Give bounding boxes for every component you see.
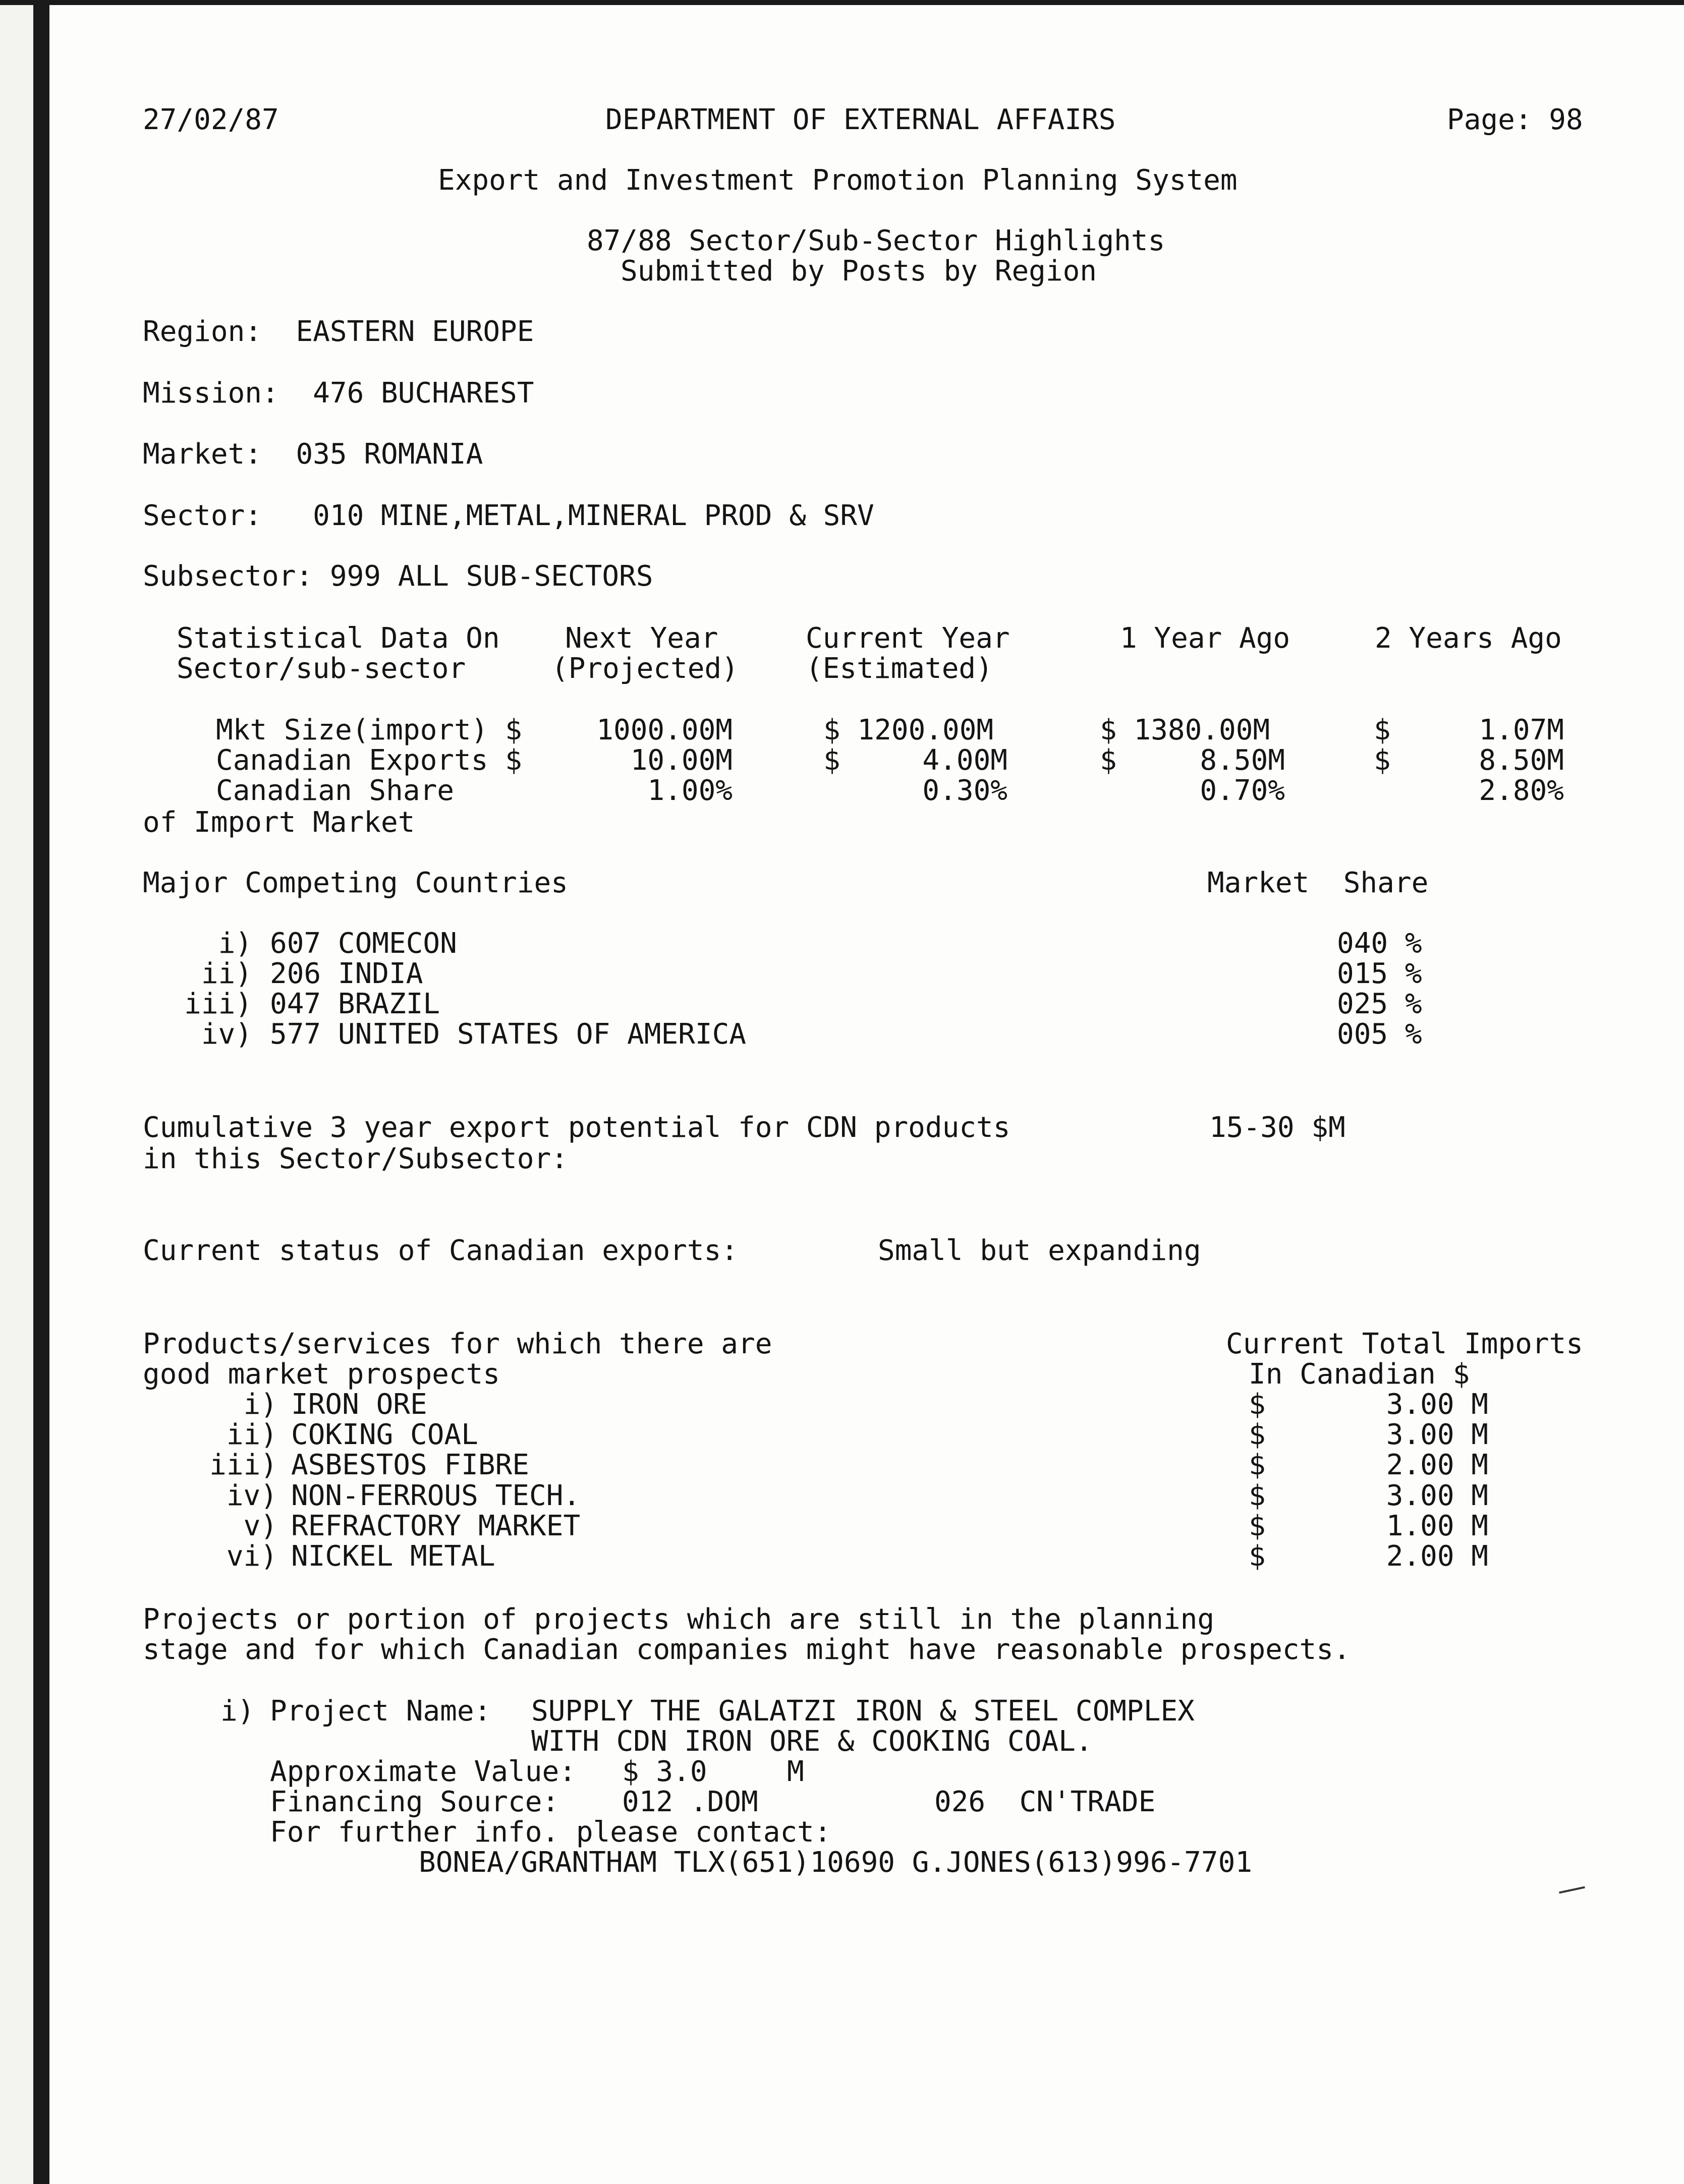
subsector-label: Subsector: — [143, 560, 313, 593]
product-name: NON-FERROUS TECH. — [291, 1479, 581, 1512]
financing-label: Financing Source: — [270, 1786, 559, 1818]
competitor-share: 005 % — [1337, 1018, 1422, 1051]
cdn-exports-current-year-currency: $ — [823, 744, 840, 777]
mkt-size-next-year: 1000.00M — [596, 714, 733, 746]
cdn-share-next-year: 1.00% — [647, 774, 733, 807]
cdn-exports-next-year: 10.00M — [630, 744, 733, 777]
market-field — [143, 440, 483, 469]
mkt-size-2-years-ago: 1.07M — [1479, 714, 1564, 746]
stats-header-current-year: Current Year — [806, 622, 1010, 655]
cdn-share-label-continued: of Import Market — [143, 806, 415, 839]
products-title-line2: good market prospects — [143, 1358, 500, 1391]
contact-details: BONEA/GRANTHAM TLX(651)10690 G.JONES(613)996-7701 — [419, 1846, 1253, 1879]
product-name: ASBESTOS FIBRE — [291, 1449, 530, 1481]
region-value: EASTERN EUROPE — [296, 315, 534, 348]
mkt-size-label: Mkt Size(import) $ — [216, 714, 522, 746]
cdn-exports-1-year-ago: 8.50M — [1200, 744, 1285, 777]
projects-intro-line2: stage and for which Canadian companies might have reasonable prospects. — [143, 1633, 1351, 1666]
competitor-num: iv) — [201, 1018, 252, 1051]
competitor-num: ii) — [201, 957, 252, 990]
competitor-share: 015 % — [1337, 957, 1422, 990]
stats-header-next-year: Next Year — [565, 622, 718, 655]
product-amount: 3.00 M — [1386, 1418, 1488, 1451]
project-name-line2: WITH CDN IRON ORE & COOKING COAL. — [531, 1725, 1093, 1758]
product-num: iii) — [209, 1449, 277, 1481]
product-name: IRON ORE — [291, 1388, 427, 1421]
potential-label-line1: Cumulative 3 year export potential for CDN products — [143, 1111, 1011, 1144]
product-num: i) — [243, 1388, 277, 1421]
potential-value: 15-30 $M — [1209, 1111, 1345, 1144]
competitor-share: 040 % — [1337, 927, 1422, 960]
report-date: 27/02/87 — [143, 103, 279, 136]
cdn-exports-current-year: 4.00M — [922, 744, 1007, 777]
mission-label: Mission: — [143, 377, 279, 410]
imports-header-line1: Current Total Imports — [1226, 1328, 1584, 1360]
competitor-name: 047 BRAZIL — [270, 988, 440, 1020]
project-name-line1: SUPPLY THE GALATZI IRON & STEEL COMPLEX — [531, 1695, 1195, 1728]
page-number: Page: 98 — [1447, 103, 1583, 136]
status-value: Small but expanding — [878, 1234, 1201, 1267]
stats-header-projected: (Projected) — [551, 652, 739, 685]
cdn-exports-2-years-ago: 8.50M — [1479, 744, 1564, 777]
product-num: ii) — [226, 1418, 277, 1451]
stats-header-1-year-ago: 1 Year Ago — [1120, 622, 1290, 655]
cdn-share-1-year-ago: 0.70% — [1200, 774, 1285, 807]
stats-header-label: Statistical Data On — [177, 622, 500, 655]
product-amount: 1.00 M — [1386, 1510, 1488, 1542]
cdn-share-current-year: 0.30% — [922, 774, 1007, 807]
products-title-line1: Products/services for which there are — [143, 1328, 772, 1360]
competitor-share: 025 % — [1337, 988, 1422, 1020]
project-name-label: Project Name: — [270, 1695, 491, 1728]
competitor-name: 577 UNITED STATES OF AMERICA — [270, 1018, 747, 1051]
product-amount: 3.00 M — [1386, 1479, 1488, 1512]
product-currency: $ — [1249, 1449, 1266, 1481]
product-name: COKING COAL — [291, 1418, 478, 1451]
product-currency: $ — [1249, 1479, 1266, 1512]
cdn-exports-1-year-ago-currency: $ — [1100, 744, 1117, 777]
mkt-size-1-year-ago: $ 1380.00M — [1100, 714, 1270, 746]
competitors-title: Major Competing Countries — [143, 867, 568, 899]
product-num: iv) — [226, 1479, 277, 1512]
product-amount: 2.00 M — [1386, 1449, 1488, 1481]
product-amount: 3.00 M — [1386, 1388, 1488, 1421]
projects-intro-line1: Projects or portion of projects which are still in the planning — [143, 1603, 1215, 1636]
project-value: $ 3.0 — [622, 1755, 707, 1788]
report-subtitle: Submitted by Posts by Region — [621, 255, 1097, 288]
cdn-exports-2-years-ago-currency: $ — [1374, 744, 1391, 777]
competitor-name: 607 COMECON — [270, 927, 457, 960]
financing-source-1: 012 .DOM — [622, 1786, 758, 1818]
project-value-unit: M — [787, 1755, 804, 1788]
mkt-size-current-year: $ 1200.00M — [823, 714, 994, 746]
sector-field — [143, 499, 874, 532]
project-num: i) — [220, 1695, 255, 1728]
contact-label: For further info. please contact: — [270, 1816, 831, 1849]
product-num: vi) — [226, 1540, 277, 1573]
report-title: 87/88 Sector/Sub-Sector Highlights — [587, 224, 1165, 257]
market-label: Market: — [143, 438, 262, 471]
subsector-value: 999 ALL SUB-SECTORS — [329, 560, 653, 593]
binder-edge — [0, 0, 52, 2184]
imports-header-line2: In Canadian $ — [1249, 1358, 1470, 1391]
mkt-size-2-years-ago-currency: $ — [1374, 714, 1391, 746]
product-currency: $ — [1249, 1510, 1266, 1542]
potential-label-line2: in this Sector/Subsector: — [143, 1142, 568, 1175]
product-currency: $ — [1249, 1418, 1266, 1451]
product-currency: $ — [1249, 1388, 1266, 1421]
sector-label: Sector: — [143, 499, 262, 532]
product-amount: 2.00 M — [1386, 1540, 1488, 1573]
market-value: 035 ROMANIA — [296, 438, 483, 471]
project-value-label: Approximate Value: — [270, 1755, 576, 1788]
financing-source-2: 026 CN'TRADE — [934, 1786, 1156, 1818]
stats-header-estimated: (Estimated) — [806, 652, 993, 685]
region-field — [143, 315, 534, 348]
department-name: DEPARTMENT OF EXTERNAL AFFAIRS — [605, 103, 1116, 136]
cdn-exports-label: Canadian Exports $ — [216, 744, 522, 777]
competitor-num: iii) — [184, 988, 252, 1020]
stats-header-2-years-ago: 2 Years Ago — [1375, 622, 1562, 655]
region-label: Region: — [143, 315, 262, 348]
page-top-edge — [0, 0, 1684, 5]
system-title: Export and Investment Promotion Planning System — [438, 164, 1238, 197]
product-num: v) — [243, 1510, 277, 1542]
cdn-share-2-years-ago: 2.80% — [1479, 774, 1564, 807]
mission-value: 476 BUCHAREST — [313, 377, 534, 410]
competitor-num: i) — [218, 927, 252, 960]
sector-value: 010 MINE,METAL,MINERAL PROD & SRV — [313, 499, 874, 532]
product-name: NICKEL METAL — [291, 1540, 495, 1573]
market-share-header: Market Share — [1207, 867, 1429, 899]
stats-header-sector: Sector/sub-sector — [177, 652, 466, 685]
status-label: Current status of Canadian exports: — [143, 1234, 739, 1267]
stray-mark — [1559, 1886, 1585, 1894]
product-currency: $ — [1249, 1540, 1266, 1573]
mission-field — [143, 379, 534, 408]
subsector-field — [143, 562, 653, 591]
product-name: REFRACTORY MARKET — [291, 1510, 581, 1542]
cdn-share-label: Canadian Share — [216, 774, 455, 807]
competitor-name: 206 INDIA — [270, 957, 423, 990]
